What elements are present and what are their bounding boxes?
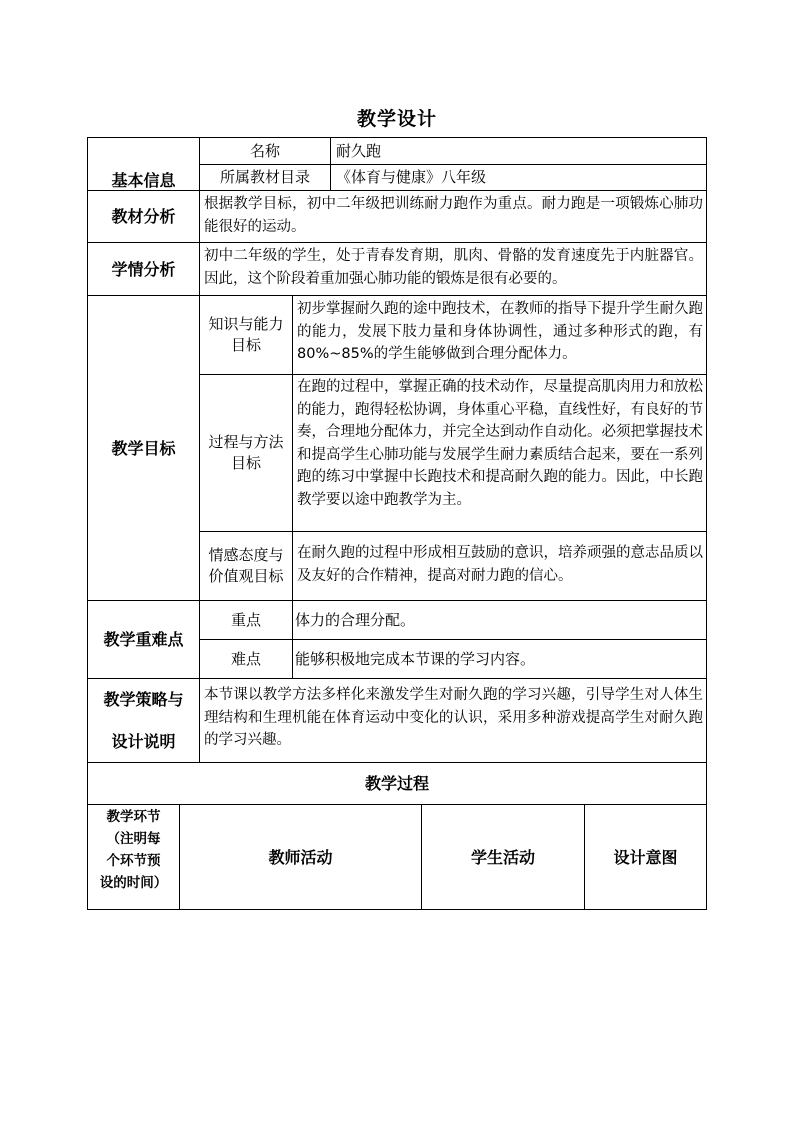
objective-knowledge-text: 初步掌握耐久跑的途中跑技术，在教师的指导下提升学生耐久跑的能力，发展下肢力量和身体协调性，通过多种形式的跑，有 80%~85%的学生能够做到合理分配体力。 — [297, 301, 703, 362]
objective-attitude-key — [200, 532, 292, 600]
key-point-key: 重点 — [230, 610, 261, 629]
key-point-value: 体力的合理分配。 — [295, 610, 416, 629]
objective-process-key-line2: 目标 — [230, 454, 261, 472]
key-points-label: 教学重难点 — [103, 630, 184, 649]
stage-header-line3: 个环节预 — [106, 853, 161, 869]
teacher-activity-header: 教师活动 — [268, 847, 333, 867]
objective-attitude-text: 在耐久跑的过程中形成相互鼓励的意识，培养顽强的意志品质以及友好的合作精神，提高对耐力跑的信心。 — [297, 545, 703, 584]
stage-header — [88, 806, 179, 894]
objective-knowledge-key — [200, 296, 292, 374]
process-title: 教学过程 — [364, 774, 429, 793]
textbook-catalog-key: 所属教材目录 — [219, 168, 310, 186]
objective-process-key — [200, 375, 292, 531]
objective-knowledge-key-line2: 目标 — [230, 336, 261, 354]
strategy-label-line2: 设计说明 — [111, 731, 176, 751]
design-intent-header: 设计意图 — [613, 847, 678, 867]
stage-header-line2: （注明每 — [106, 831, 161, 847]
difficulty-key: 难点 — [230, 649, 261, 668]
stage-header-line1: 教学环节 — [106, 809, 161, 825]
strategy-label — [88, 679, 199, 762]
objective-attitude-key-line1: 情感态度与 — [208, 546, 284, 564]
name-value: 耐久跑 — [336, 141, 382, 160]
objective-process-key-line1: 过程与方法 — [208, 433, 284, 451]
stage-header-line4: 设的时间） — [99, 875, 168, 891]
student-activity-header: 学生活动 — [470, 847, 535, 867]
difficulty-value: 能够积极地完成本节课的学习内容。 — [295, 649, 536, 668]
strategy-label-line1: 教学策略与 — [103, 689, 184, 709]
material-analysis-text: 根据教学目标，初中二年级把训练耐力跑作为重点。耐力跑是一项锻炼心肺功能很好的运动。 — [204, 196, 703, 235]
student-analysis-label: 学情分析 — [111, 259, 176, 279]
basic-info-label: 基本信息 — [111, 171, 176, 190]
objective-knowledge-key-line1: 知识与能力 — [208, 315, 284, 333]
objective-process-text: 在跑的过程中，掌握正确的技术动作，尽量提高肌肉用力和放松的能力，跑得轻松协调，身体重心平稳，直线性好，有良好的节奏，合理地分配体力，并完全达到动作自动化。必须把掌握技术和提高学生心肺功能与发展学生耐力素质结合起来，要在一系列跑的练习中掌握中长跑技术和提高耐久跑的能力。因此，中长跑教学要以途中跑教学为主。 — [297, 379, 703, 508]
textbook-catalog-value: 《体育与健康》八年级 — [336, 168, 487, 186]
name-key: 名称 — [249, 141, 280, 160]
page-title: 教学设计 — [356, 108, 437, 130]
strategy-text: 本节课以教学方法多样化来激发学生对耐久跑的学习兴趣，引导学生对人体生理结构和生理机能在体育运动中变化的认识，采用多种游戏提高学生对耐久跑的学习兴趣。 — [204, 687, 703, 748]
objective-attitude-key-line2: 价值观目标 — [208, 567, 284, 585]
student-analysis-text: 初中二年级的学生，处于青春发育期，肌肉、骨骼的发育速度先于内脏器官。因此，这个阶段着重加强心肺功能的锻炼是很有必要的。 — [204, 248, 703, 287]
material-analysis-label: 教材分析 — [111, 207, 176, 226]
objectives-label: 教学目标 — [111, 438, 176, 458]
